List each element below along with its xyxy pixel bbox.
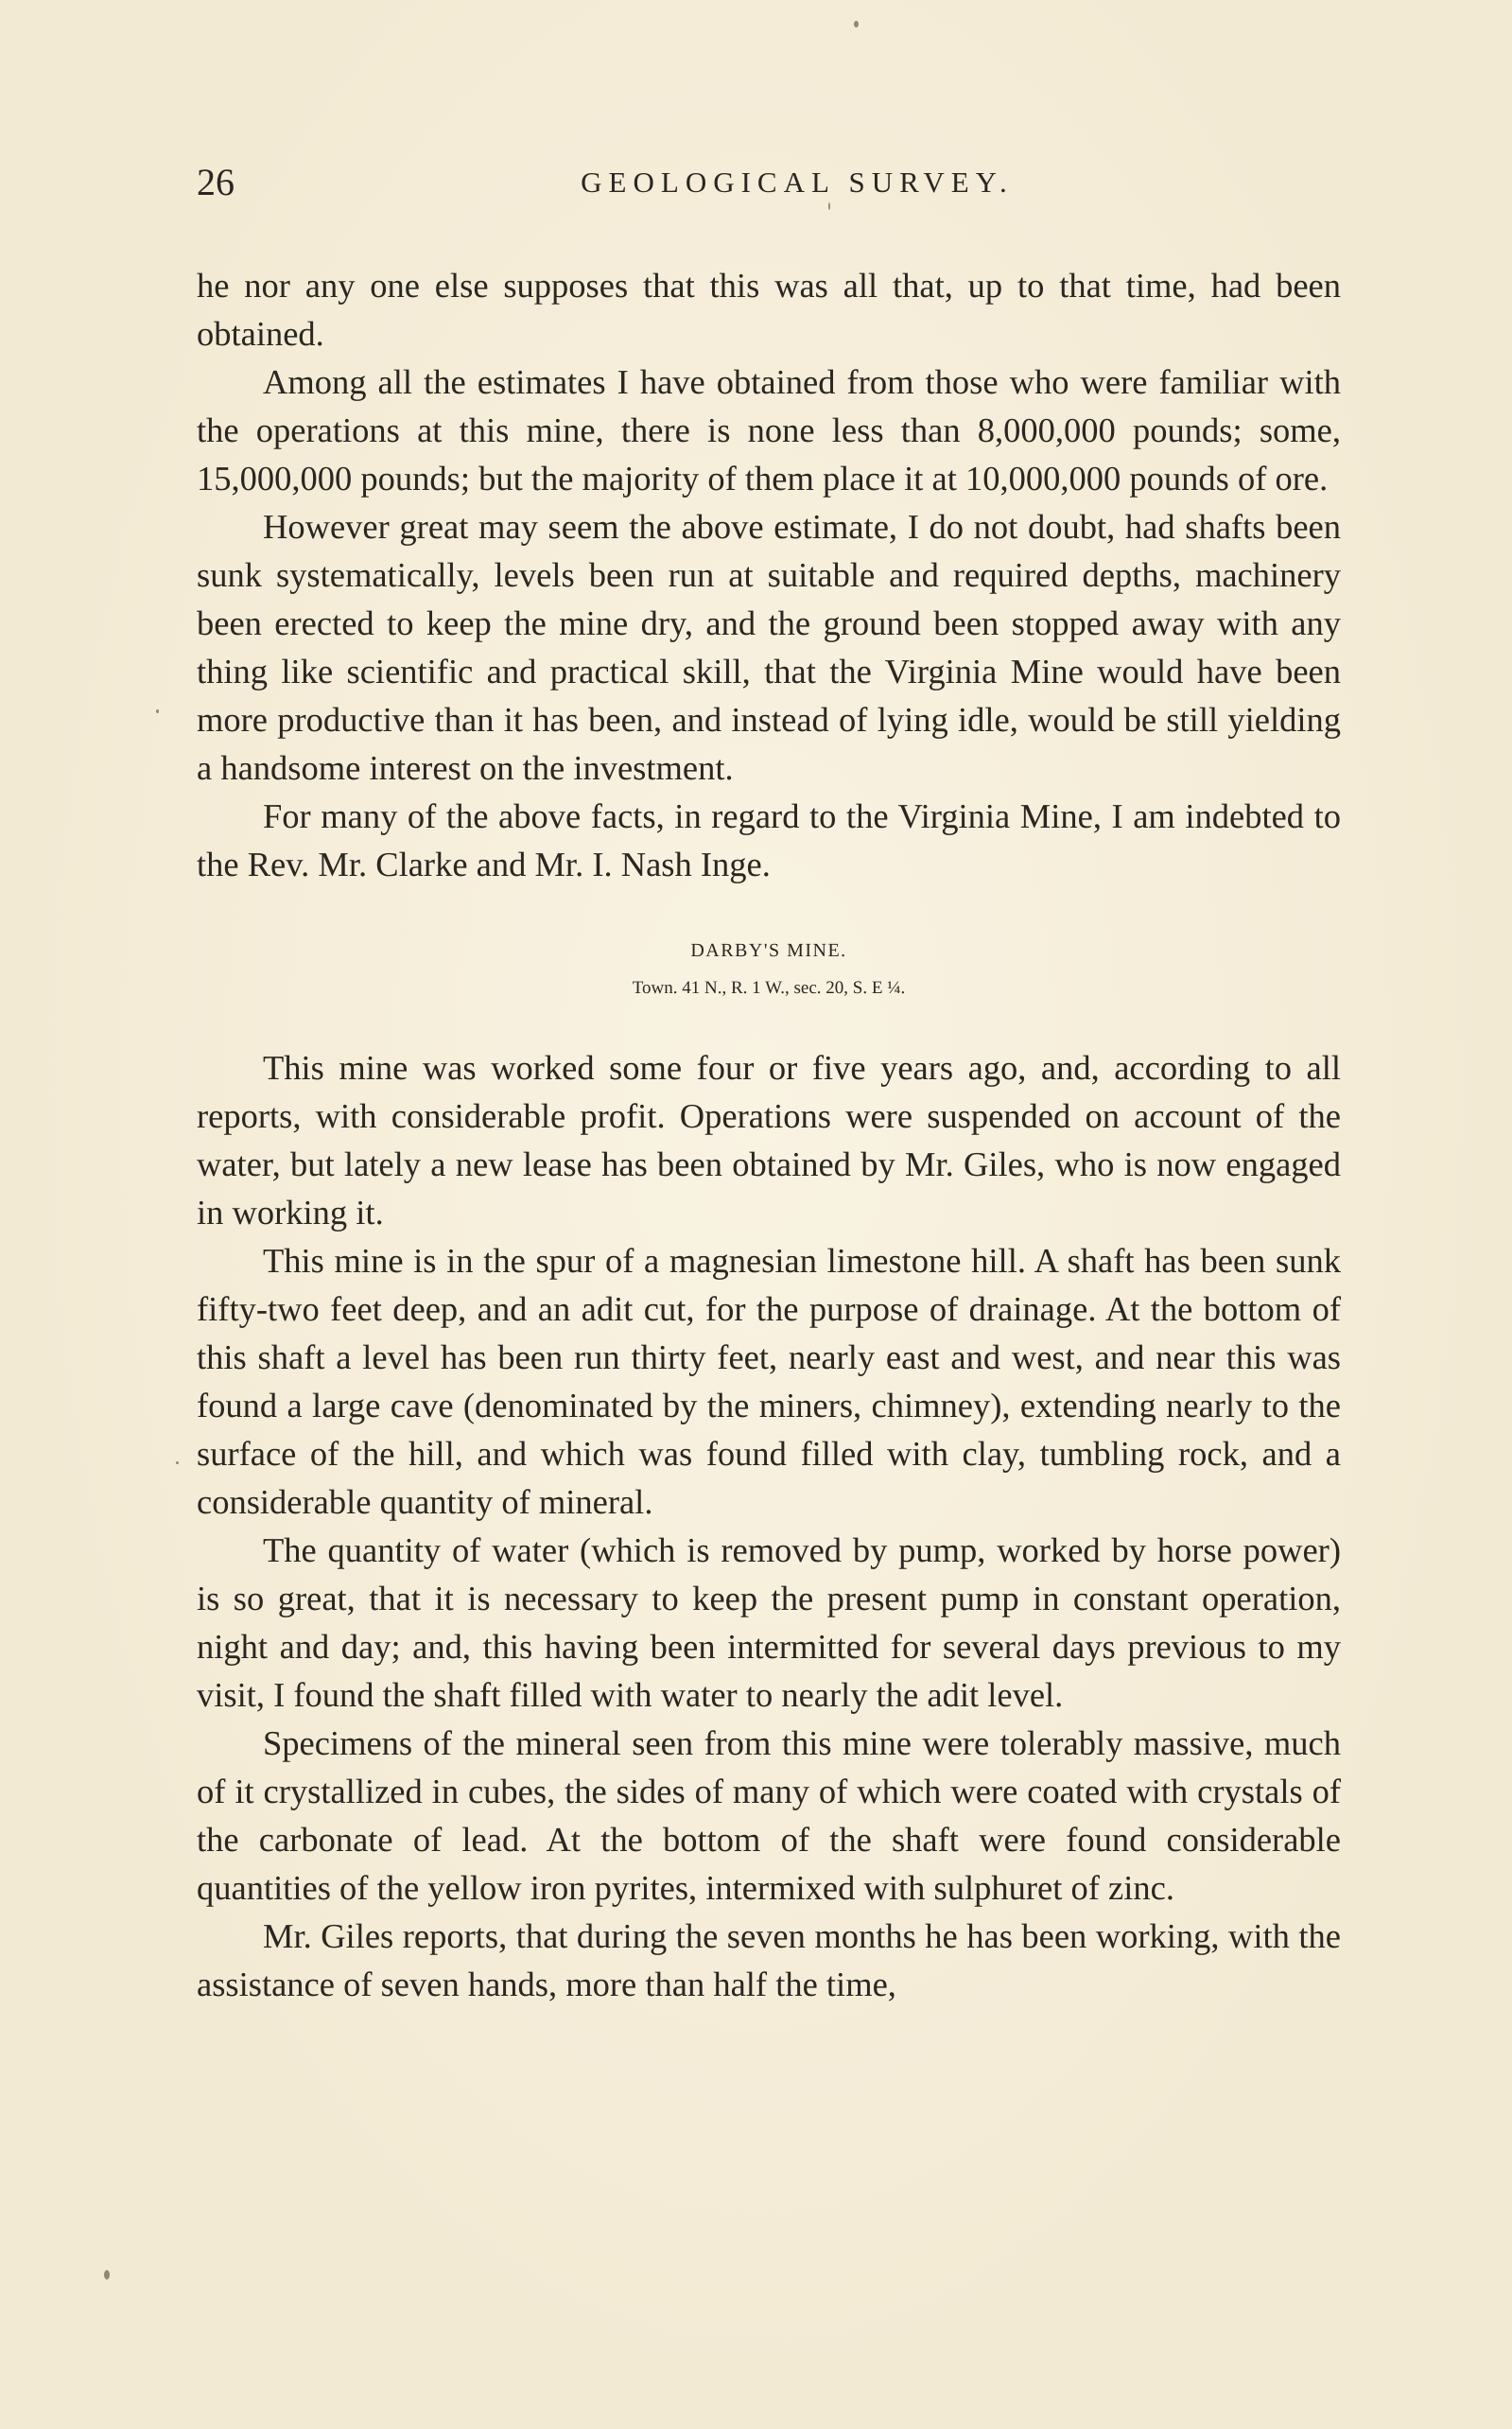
- running-head: [197, 159, 1341, 206]
- paragraph: The quantity of water (which is removed by pump, worked by horse power) is so great, that it is necessary to keep the present pump in constant operation, night and day; and, this having been intermitted for several days previous to my visit, I found the shaft filled with water to nearly the adit level.: [197, 1530, 1341, 1714]
- paper-speck: [176, 1461, 179, 1464]
- paper-speck: [828, 202, 830, 210]
- paper-speck: [854, 21, 859, 27]
- section-location: Town. 41 N., R. 1 W., sec. 20, S. E ¼.: [632, 978, 906, 998]
- page-number: 26: [197, 161, 235, 203]
- body-text: [197, 261, 1341, 2008]
- paragraph: This mine is in the spur of a magnesian limestone hill. A shaft has been sunk fifty-two feet deep, and an adit cut, for the purpose of drainage. At the bottom of this shaft a level has been run thirty feet, nearly east and west, and near this was found a large cave (denominated by the miners, chimney), extending nearly to the surface of the hill, and which was found filled with clay, tumbling rock, and a considerable quantity of mineral.: [197, 1241, 1341, 1521]
- paragraph: However great may seem the above estimate, I do not doubt, had shafts been sunk systematically, levels been run at suitable and required depths, machinery been erected to keep the mine dry, and the ground been stopped away with any thing like scientific and practical skill, that the Virginia Mine would have been more productive than it has been, and instead of lying idle, would be still yielding a handsome interest on the investment.: [197, 507, 1341, 787]
- paragraph: This mine was worked some four or five years ago, and, according to all reports, with considerable profit. Operations were suspended on account of the water, but lately a new lease has been obtained by Mr. Giles, who is now engaged in working it.: [197, 1048, 1341, 1232]
- paragraph: he nor any one else supposes that this was all that, up to that time, had been obtained.: [197, 266, 1341, 353]
- paragraph: For many of the above facts, in regard to the Virginia Mine, I am indebted to the Rev. Mr. Clarke and Mr. I. Nash Inge.: [197, 796, 1341, 883]
- paper-speck: [104, 2270, 110, 2280]
- paragraph: Among all the estimates I have obtained from those who were familiar with the operations at this mine, there is none less than 8,000,000 pounds; some, 15,000,000 pounds; but the majority of them place it at 10,000,000 pounds of ore.: [197, 362, 1341, 498]
- paper-speck: [156, 709, 159, 713]
- running-title: GEOLOGICAL SURVEY.: [581, 166, 1014, 199]
- paragraph: Mr. Giles reports, that during the seven months he has been working, with the assistance of seven hands, more than half the time,: [197, 1916, 1341, 2003]
- section-heading: DARBY'S MINE.: [690, 940, 847, 961]
- paragraph: Specimens of the mineral seen from this mine were tolerably massive, much of it crystallized in cubes, the sides of many of which were coated with crystals of the carbonate of lead. At the bottom of the shaft were found considerable quantities of the yellow iron pyrites, intermixed with sulphuret of zinc.: [197, 1723, 1341, 1907]
